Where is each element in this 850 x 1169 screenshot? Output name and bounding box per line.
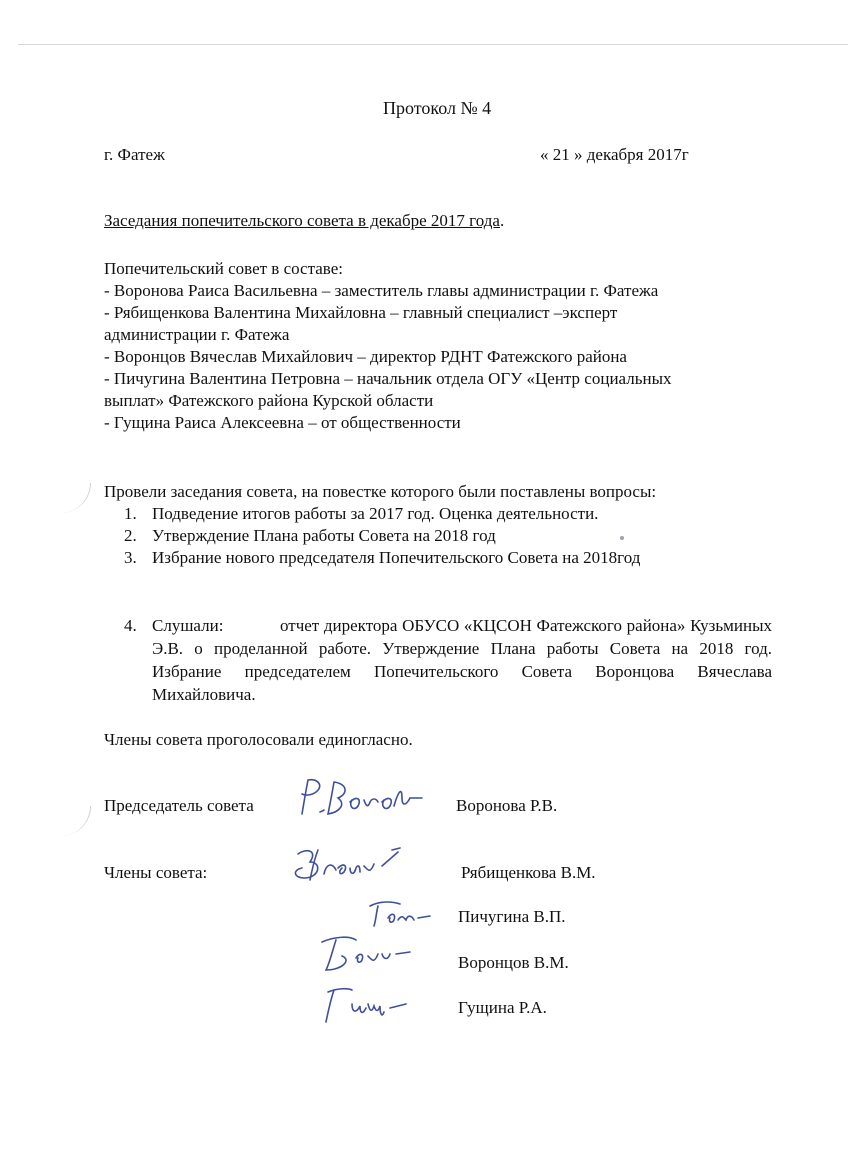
heard-body [152, 614, 772, 706]
agenda-item-text: Утверждение Плана работы Совета на 2018 год [152, 526, 496, 545]
member-signature-image [284, 840, 424, 890]
agenda-item-text: Избрание нового председателя Попечительского Совета на 2018год [152, 548, 641, 567]
agenda-item-number: 1. [124, 504, 137, 523]
punch-hole-mark [52, 806, 91, 836]
member-signature-image [360, 896, 440, 932]
agenda-item-text: Подведение итогов работы за 2017 год. Оценка деятельности. [152, 504, 599, 523]
member-line: выплат» Фатежского района Курской области [104, 391, 434, 410]
agenda-item [124, 547, 784, 569]
member-line: - Рябищенкова Валентина Михайловна – главный специалист –эксперт [104, 303, 618, 322]
member-name: Пичугина В.П. [458, 907, 566, 926]
protocol-date: « 21 » декабря 2017г [540, 145, 689, 164]
chair-name: Воронова Р.В. [456, 796, 558, 815]
member-name: Воронцов В.М. [458, 953, 569, 972]
agenda-item [124, 503, 784, 525]
member-signature-image [312, 930, 422, 976]
vote-result: Члены совета проголосовали единогласно. [104, 730, 413, 749]
member-name: Рябищенкова В.М. [461, 863, 596, 882]
meeting-subject [104, 210, 504, 231]
chair-signature-image [290, 772, 440, 822]
punch-hole-mark [52, 483, 91, 513]
agenda-intro: Провели заседания совета, на повестке которого были поставлены вопросы: [104, 482, 657, 501]
chair-label: Председатель совета [104, 796, 254, 815]
heard-label: Слушали: [152, 616, 224, 635]
agenda-item [124, 525, 784, 547]
member-signature-image [316, 982, 416, 1028]
agenda-list [124, 503, 784, 569]
member-line: - Воронцов Вячеслав Михайлович – директор РДНТ Фатежского района [104, 347, 627, 366]
member-line: - Воронова Раиса Васильевна – заместитель главы администрации г. Фатежа [104, 281, 659, 300]
member-name: Гущина Р.А. [458, 998, 547, 1017]
members-intro: Попечительский совет в составе: [104, 259, 343, 278]
city-label: г. Фатеж [104, 145, 165, 164]
member-line: - Пичугина Валентина Петровна – начальник отдела ОГУ «Центр социальных [104, 369, 672, 388]
agenda-item-number: 3. [124, 548, 137, 567]
meeting-subject-period: . [499, 211, 505, 230]
scan-edge-line [18, 44, 848, 45]
protocol-title: Протокол № 4 [383, 98, 492, 118]
agenda-item-number: 2. [124, 526, 137, 545]
heard-text: отчет директора ОБУСО «КЦСОН Фатежского района» Кузьминых Э.В. о проделанной работе. Утверждение Плана работы Совета на 2018 год. Избрание председателем Попечительского Совета Воронцова Вячеслава Михайловича. [152, 616, 772, 704]
heard-number: 4. [124, 616, 137, 635]
members-block [104, 258, 784, 434]
member-line: администрации г. Фатежа [104, 325, 290, 344]
member-line: - Гущина Раиса Алексеевна – от общественности [104, 413, 461, 432]
meeting-subject-text: Заседания попечительского совета в декабре 2017 года [104, 211, 500, 230]
members-label: Члены совета: [104, 863, 208, 882]
heard-section [124, 614, 772, 706]
